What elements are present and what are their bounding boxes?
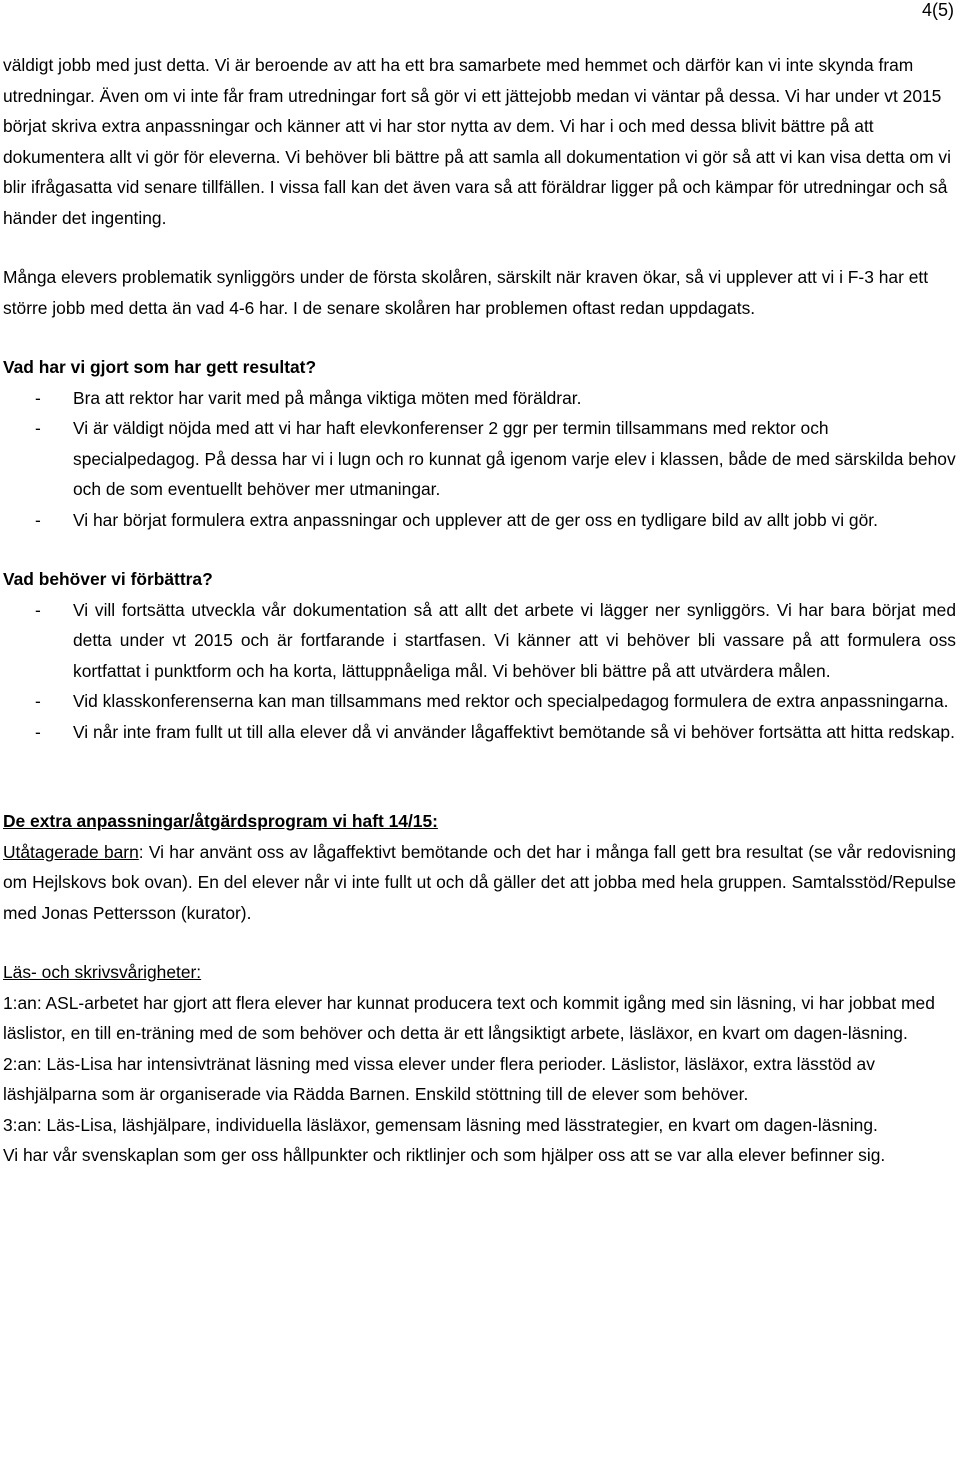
list-item: - Bra att rektor har varit med på många viktiga möten med föräldrar.: [3, 383, 956, 414]
list-item: - Vi vill fortsätta utveckla vår dokumentation så att allt det arbete vi lägger ner synliggörs. Vi har bara börjat med detta under vt 2015 och är fortfarande i startfasen. Vi känner att vi behöver bli vassare på att formulera oss kortfattat i punktform och ha korta, lättuppnåeliga mål. Vi behöver bli bättre på att utvärdera målen.: [3, 595, 956, 687]
improve-heading: Vad behöver vi förbättra?: [3, 569, 213, 589]
list-item: - Vid klasskonferenserna kan man tillsammans med rektor och specialpedagog formulera de extra anpassningarna.: [3, 686, 956, 717]
grade1-paragraph: 1:an: ASL-arbetet har gjort att flera elever har kunnat producera text och kommit igång med sin läsning, vi har jobbat med läslistor, en till en-träning med de som behöver och detta är ett långsiktigt arbete, läsläxor, en kvart om dagen-läsning.: [3, 992, 935, 1043]
page-number: 4(5): [921, 0, 954, 20]
document-body: [3, 50, 956, 1171]
problem-paragraph: Många elevers problematik synliggörs under de första skolåren, särskilt när kraven ökar, så vi upplever att vi i F-3 har ett större jobb med detta än vad 4-6 har. I de senare skolåren har problemen oftast redan uppdagats.: [3, 267, 929, 318]
utatagerande-text: : Vi har använt oss av lågaffektivt bemötande och det har i många fall gett bra resultat (se vår redovisning om Hejlskovs bok ovan). En del elever når vi inte fullt ut och då gäller det att jobba med hela gruppen. Samtalsstöd/Repulse med Jonas Pettersson (kurator).: [3, 841, 956, 923]
las-heading: Läs- och skrivsvårigheter:: [3, 962, 202, 982]
grade2-paragraph: 2:an: Läs-Lisa har intensivtränat läsning med vissa elever under flera perioder. Läslistor, läsläxor, extra lässtöd av läshjälparna som är organiserade via Rädda Barnen. Enskild stöttning till de elever som behöver.: [3, 1053, 875, 1104]
improve-list: [3, 595, 956, 748]
svenskaplan-paragraph: Vi har vår svenskaplan som ger oss hållpunkter och riktlinjer och som hjälper oss att se var alla elever befinner sig.: [3, 1145, 886, 1165]
list-item: - Vi är väldigt nöjda med att vi har haft elevkonferenser 2 ggr per termin tillsammans med rektor och specialpedagog. På dessa har vi i lugn och ro kunnat gå igenom varje elev i klassen, både de med särskilda behov och de som eventuellt behöver mer utmaningar.: [3, 413, 956, 505]
list-item: - Vi når inte fram fullt ut till alla elever då vi använder lågaffektivt bemötande så vi behöver fortsätta att hitta redskap.: [3, 717, 956, 748]
utatagerande-paragraph: [3, 837, 956, 929]
list-item: - Vi har börjat formulera extra anpassningar och upplever att de ger oss en tydligare bild av allt jobb vi gör.: [3, 505, 956, 536]
results-heading: Vad har vi gjort som har gett resultat?: [3, 357, 317, 377]
results-list: [3, 383, 956, 536]
programs-heading: De extra anpassningar/åtgärdsprogram vi haft 14/15:: [3, 811, 438, 831]
intro-paragraph: väldigt jobb med just detta. Vi är beroende av att ha ett bra samarbete med hemmet och därför kan vi inte skynda fram utredningar. Även om vi inte får fram utredningar fort så gör vi ett jättejobb medan vi väntar på dessa. Vi har under vt 2015 börjat skriva extra anpassningar och känner att vi har stor nytta av dem. Vi har i och med dessa blivit bättre på att dokumentera allt vi gör för eleverna. Vi behöver bli bättre på att samla all dokumentation vi gör så att vi kan visa detta om vi blir ifrågasatta vid senare tillfällen. I vissa fall kan det även vara så att föräldrar ligger på och kämpar för utredningar och så händer det ingenting.: [3, 55, 951, 228]
utatagerande-label: Utåtagerade barn: [3, 841, 139, 862]
grade3-paragraph: 3:an: Läs-Lisa, läshjälpare, individuella läsläxor, gemensam läsning med lässtrategier, en kvart om dagen-läsning.: [3, 1114, 878, 1135]
